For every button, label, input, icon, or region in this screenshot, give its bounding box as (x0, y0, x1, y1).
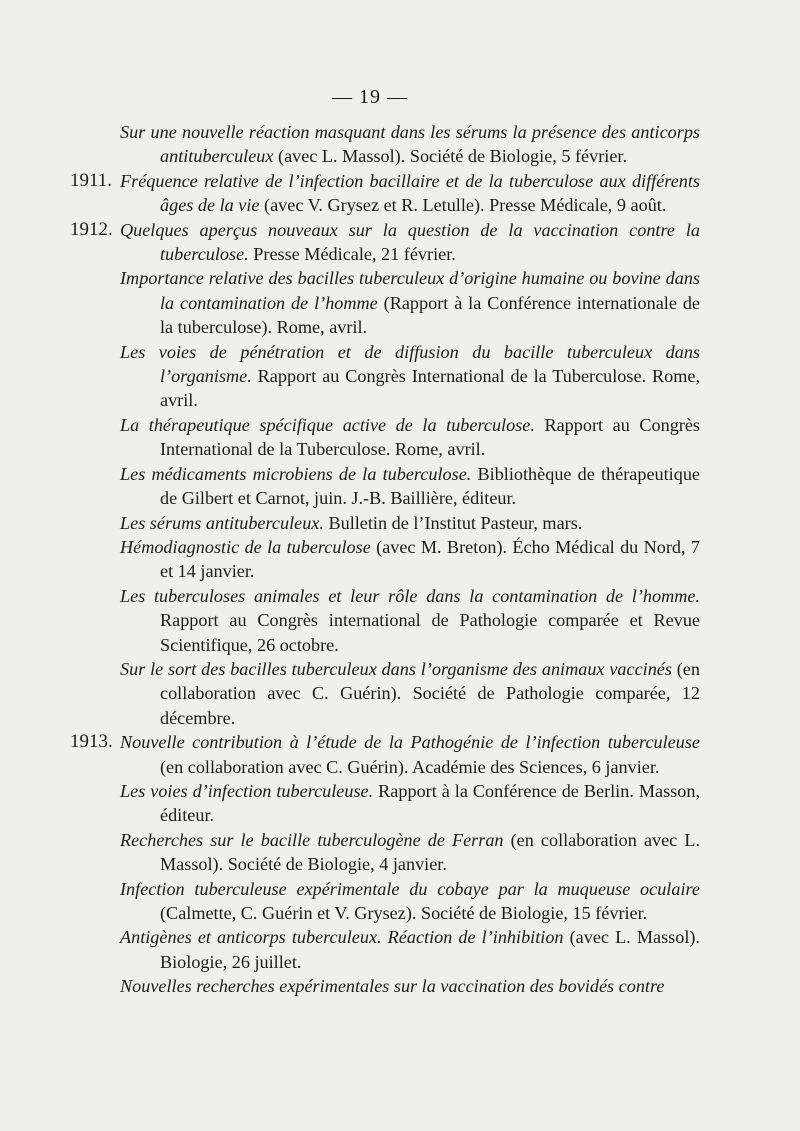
entry-reference: (avec L. Massol). Société de Biologie, 5 février. (273, 146, 628, 167)
entry-reference: (Calmette, C. Guérin et V. Grysez). Société de Biologie, 15 février. (160, 903, 648, 923)
entry-title: Les voies d’infection tuberculeuse. (120, 780, 374, 801)
entry-title: Sur le sort des bacilles tuberculeux dans l’organisme des animaux vaccinés (120, 658, 672, 679)
entry-title: La thérapeutique spécifique active de la tuberculose. (120, 414, 535, 435)
entry-reference: (Rapport à la Conférence internationale de la tuberculose). Rome, avril. (160, 292, 700, 338)
publication-entry (70, 535, 700, 584)
publication-entry (70, 828, 700, 877)
entry-title: Les sérums antituberculeux. (120, 512, 324, 533)
entry-title: Les voies de pénétration et de diffusion du bacille tuberculeux dans l’organisme. (120, 341, 700, 387)
publication-entry (70, 218, 700, 267)
entry-title: Importance relative des bacilles tuberculeux d’origine humaine ou bovine dans la contamination de l’homme (120, 268, 700, 313)
publication-entry (70, 462, 700, 511)
entry-reference: Rapport à la Conférence de Berlin. Masson, éditeur. (160, 780, 700, 826)
entry-year: 1911. (70, 169, 113, 191)
publication-entry (70, 877, 700, 926)
publication-entry (70, 340, 700, 413)
entry-reference: (en collaboration avec L. Massol). Société de Biologie, 4 janvier. (160, 829, 700, 875)
entry-title: Nouvelles recherches expérimentales sur la vaccination des bovidés contre (120, 976, 665, 997)
publication-entry (70, 120, 700, 169)
entry-title: Les médicaments microbiens de la tuberculose. (120, 463, 472, 484)
publication-entry (70, 584, 700, 657)
entry-title: Infection tuberculeuse expérimentale du cobaye par la muqueuse oculaire (120, 878, 700, 899)
publication-entry (70, 730, 700, 779)
publication-entry (70, 169, 700, 218)
entry-reference: Rapport au Congrès international de Pathologie comparée et Revue Scientifique, 26 octobre. (160, 610, 700, 655)
entry-title: Quelques aperçus nouveaux sur la question de la vaccination contre la tuberculose. (120, 219, 700, 265)
publication-entry (70, 925, 700, 974)
page-number: — 19 — (332, 86, 408, 108)
entry-title: Fréquence relative de l’infection bacillaire et de la tuberculose aux différents âges de la vie (120, 170, 700, 216)
entry-reference: (en collaboration avec C. Guérin). Académie des Sciences, 6 janvier. (160, 756, 660, 777)
publication-entry (70, 974, 700, 998)
entry-reference: Bulletin de l’Institut Pasteur, mars. (323, 512, 583, 533)
entry-title: Sur une nouvelle réaction masquant dans les sérums la présence des anticorps antituberculeux (120, 122, 700, 167)
entry-title: Les tuberculoses animales et leur rôle dans la contamination de l’homme. (120, 585, 700, 606)
entry-reference: (avec V. Grysez et R. Letulle). Presse Médicale, 9 août. (259, 195, 667, 216)
entry-reference: (avec M. Breton). Écho Médical du Nord, 7 et 14 janvier. (160, 536, 700, 582)
publication-entry (70, 779, 700, 828)
entry-year: 1913. (70, 731, 113, 753)
entry-title: Recherches sur le bacille tuberculogène de Ferran (120, 829, 504, 850)
publication-entry (70, 266, 700, 339)
entry-reference: (en collaboration avec C. Guérin). Société de Pathologie comparée, 12 décembre. (160, 658, 700, 728)
publication-entry (70, 413, 700, 462)
publication-list (70, 120, 700, 999)
entry-title: Nouvelle contribution à l’étude de la Pathogénie de l’infection tuberculeuse (120, 732, 700, 753)
publication-entry (70, 511, 700, 535)
entry-title: Hémodiagnostic de la tuberculose (120, 536, 371, 557)
entry-year: 1912. (70, 218, 113, 240)
entry-title: Antigènes et anticorps tuberculeux. Réaction de l’inhibition (120, 927, 564, 948)
entry-reference: Presse Médicale, 21 février. (248, 244, 456, 265)
entry-reference: Rapport au Congrès International de la Tuberculose. Rome, avril. (160, 366, 700, 411)
publication-entry (70, 657, 700, 730)
entry-reference: Bibliothèque de thérapeutique de Gilbert et Carnot, juin. J.-B. Baillière, éditeur. (160, 463, 700, 509)
entry-reference: Rapport au Congrès International de la Tuberculose. Rome, avril. (160, 414, 700, 460)
entry-reference: (avec L. Massol). Biologie, 26 juillet. (160, 927, 700, 972)
